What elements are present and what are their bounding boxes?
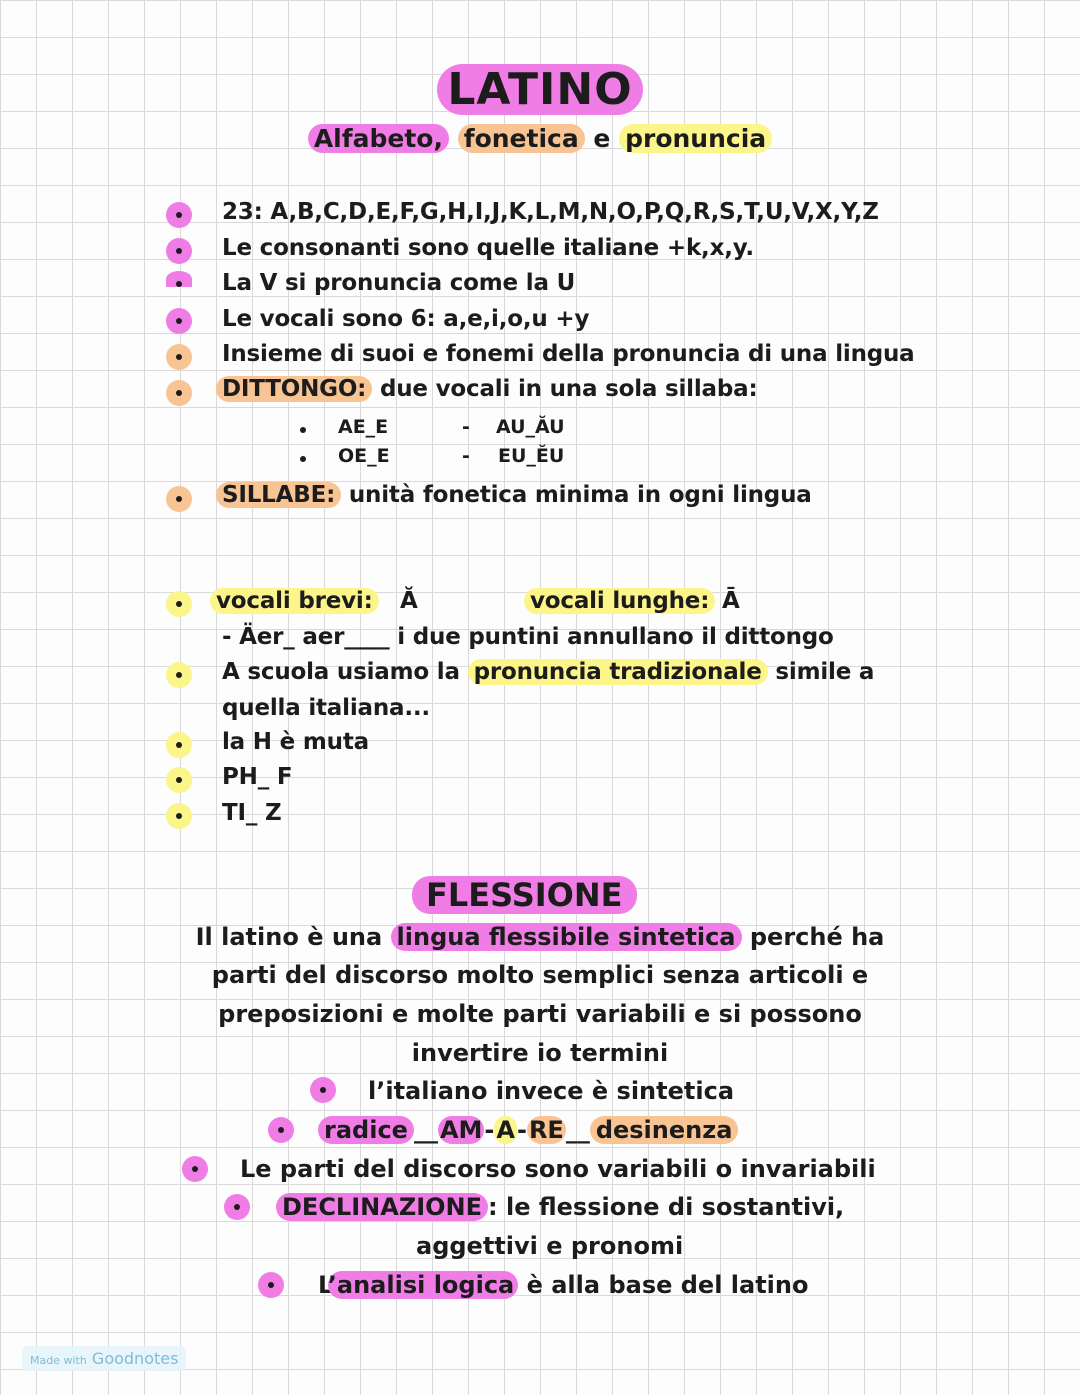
re-ending: RE: [528, 1116, 564, 1144]
dittongo-label: DITTONGO:: [216, 376, 372, 402]
radice-label: radice: [318, 1116, 414, 1144]
bullet-icon: [268, 1117, 294, 1143]
goodnotes-watermark: [22, 1346, 186, 1371]
dash: -: [462, 416, 470, 438]
diphthong-au: AU_ĂU: [496, 416, 565, 438]
bullet-icon: [166, 380, 192, 406]
bullet-icon: [182, 1156, 208, 1182]
vocali-brevi-symbol: Ă: [400, 588, 418, 614]
watermark-made-with: Made with: [30, 1354, 87, 1367]
sub-bullet-icon: [300, 427, 306, 433]
declinazione-cont: aggettivi e pronomi: [416, 1232, 684, 1260]
flessione-title-wrap: [412, 876, 637, 914]
sillabe-label: SILLABE:: [216, 482, 341, 508]
bullet-icon: [224, 1194, 250, 1220]
subtitle-pronuncia: pronuncia: [619, 124, 772, 153]
dittongo-line: [216, 376, 757, 402]
ti-line: TI_ Z: [222, 800, 282, 826]
flessione-p1: Il latino è una lingua flessibile sintetica perché ha: [195, 923, 885, 951]
bullet-icon: [166, 271, 192, 287]
vocali-lunghe-label: vocali lunghe:: [524, 588, 715, 614]
bullet-icon: [166, 344, 192, 370]
bullet-icon: [166, 591, 192, 617]
bullet-icon: [166, 308, 192, 334]
diphthong-eu: EU_ĔU: [498, 445, 565, 467]
scuola-line: A scuola usiamo la pronuncia tradizionale simile a: [222, 659, 875, 685]
am-root: AM: [439, 1116, 483, 1144]
diphthong-ae: AE_E: [338, 416, 389, 438]
analisi-line: L’analisi logica è alla base del latino: [318, 1271, 809, 1299]
flessione-title: FLESSIONE: [412, 876, 637, 914]
page-title: LATINO: [437, 64, 642, 115]
vocali-lunghe-symbol: Ā: [722, 588, 740, 614]
subtitle-e: e: [593, 124, 611, 153]
bullet-icon: [166, 238, 192, 264]
sillabe-line: [216, 482, 812, 508]
aer-line: - Äer_ aer____ i due puntini annullano il dittongo: [222, 624, 834, 650]
bullet-icon: [166, 202, 192, 228]
italiano-line: l’italiano invece è sintetica: [368, 1077, 735, 1105]
parti-line: Le parti del discorso sono variabili o invariabili: [240, 1155, 876, 1183]
flessione-p3: preposizioni e molte parti variabili e si possono: [218, 1000, 862, 1028]
ph-line: PH_ F: [222, 764, 293, 790]
phonetics-set-line: Insieme di suoi e fonemi della pronuncia di una lingua: [222, 341, 915, 367]
bullet-icon: [166, 803, 192, 829]
diphthong-oe: OE_E: [338, 445, 390, 467]
pronuncia-tradizionale: pronuncia tradizionale: [468, 659, 768, 685]
bullet-icon: [166, 662, 192, 688]
a-vowel: A: [496, 1116, 515, 1144]
bullet-icon: [166, 767, 192, 793]
h-muta-line: la H è muta: [222, 729, 369, 755]
bullet-icon: [166, 486, 192, 512]
sillabe-text: unità fonetica minima in ogni lingua: [341, 482, 812, 508]
vowels-line: Le vocali sono 6: a,e,i,o,u +y: [222, 306, 590, 332]
bullet-icon: [166, 732, 192, 758]
vocali-brevi-label: vocali brevi:: [210, 588, 379, 614]
bullet-icon: [258, 1272, 284, 1298]
flessione-p4: invertire io termini: [411, 1039, 669, 1067]
v-pronunciation-line: La V si pronuncia come la U: [222, 270, 576, 296]
flessione-p2: parti del discorso molto semplici senza articoli e: [211, 961, 869, 989]
dittongo-text: due vocali in una sola sillaba:: [372, 376, 758, 402]
page-title-wrap: [0, 64, 1080, 115]
declinazione-line: DECLINAZIONE : le flessione di sostantivi,: [276, 1188, 844, 1227]
declinazione-label: DECLINAZIONE: [276, 1193, 488, 1221]
bullet-icon: [310, 1077, 336, 1103]
lingua-flessibile-highlight: lingua flessibile sintetica: [391, 923, 742, 951]
subtitle-alfabeto: Alfabeto,: [308, 124, 449, 153]
subtitle-fonetica: fonetica: [458, 124, 585, 153]
scuola-cont-line: quella italiana...: [222, 695, 430, 721]
desinenza-label: desinenza: [590, 1116, 739, 1144]
radice-line: radice __AM-A-RE__ desinenza: [318, 1111, 738, 1150]
sub-bullet-icon: [300, 456, 306, 462]
consonants-line: Le consonanti sono quelle italiane +k,x,y.: [222, 235, 754, 261]
analisi-logica-highlight: ’analisi logica: [328, 1271, 518, 1299]
dash: -: [462, 445, 470, 467]
subtitle: [0, 124, 1080, 153]
alphabet-line: 23: A,B,C,D,E,F,G,H,I,J,K,L,M,N,O,P,Q,R,S,T,U,V,X,Y,Z: [222, 199, 879, 225]
watermark-brand: Goodnotes: [91, 1349, 179, 1368]
